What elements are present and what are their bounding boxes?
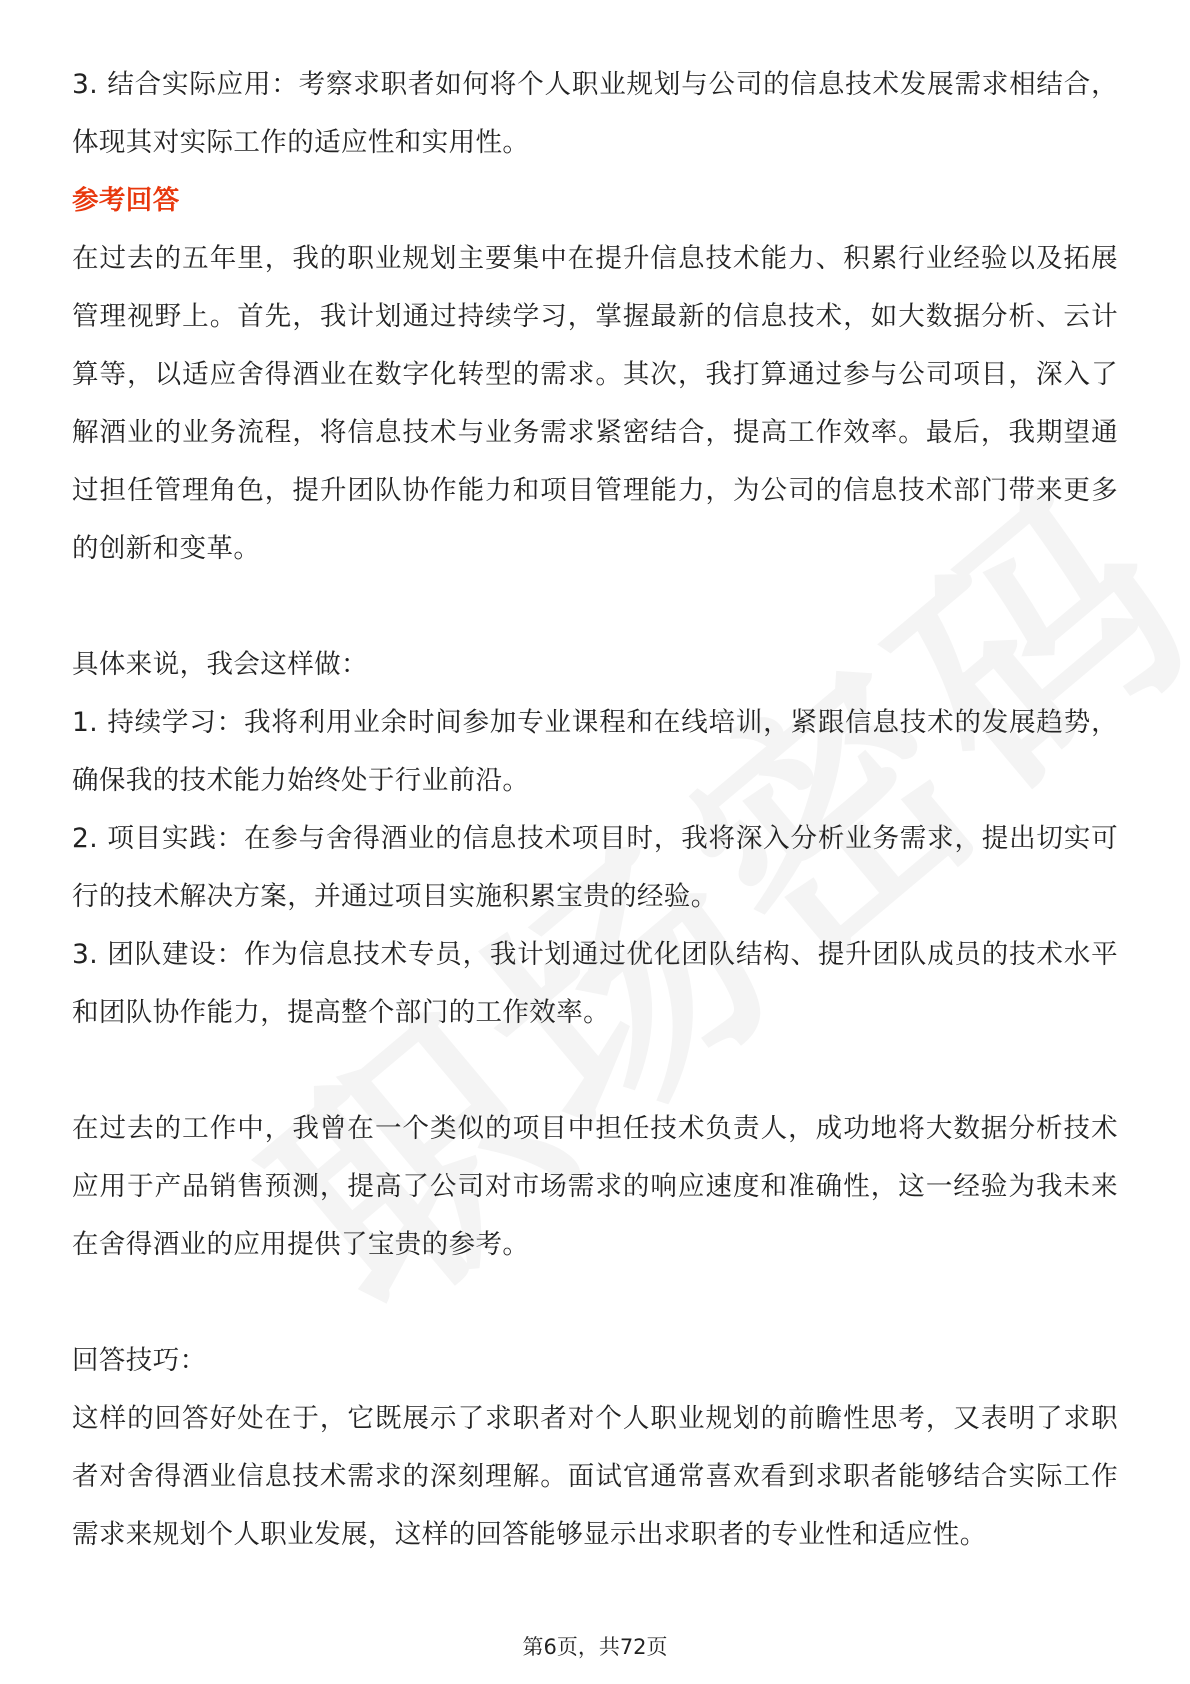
list-item: 1. 持续学习：我将利用业余时间参加专业课程和在线培训，紧跟信息技术的发展趋势，确保我的技术能力始终处于行业前沿。 <box>72 707 1118 796</box>
tips-paragraph: 这样的回答好处在于，它既展示了求职者对个人职业规划的前瞻性思考，又表明了求职者对舍得酒业信息技术需求的深刻理解。面试官通常喜欢看到求职者能够结合实际工作需求来规划个人职业发展，这样的回答能够显示出求职者的专业性和适应性。 <box>72 1403 1118 1550</box>
reference-answer-heading: 参考回答 <box>72 185 180 216</box>
list-item: 3. 团队建设：作为信息技术专员，我计划通过优化团队结构、提升团队成员的技术水平和团队协作能力，提高整个部门的工作效率。 <box>72 939 1118 1028</box>
list-item: 2. 项目实践：在参与舍得酒业的信息技术项目时，我将深入分析业务需求，提出切实可行的技术解决方案，并通过项目实施积累宝贵的经验。 <box>72 823 1118 912</box>
experience-paragraph: 在过去的工作中，我曾在一个类似的项目中担任技术负责人，成功地将大数据分析技术应用于产品销售预测，提高了公司对市场需求的响应速度和准确性，这一经验为我未来在舍得酒业的应用提供了宝贵的参考。 <box>72 1113 1118 1260</box>
reference-paragraph: 在过去的五年里，我的职业规划主要集中在提升信息技术能力、积累行业经验以及拓展管理视野上。首先，我计划通过持续学习，掌握最新的信息技术，如大数据分析、云计算等，以适应舍得酒业在数字化转型的需求。其次，我打算通过参与公司项目，深入了解酒业的业务流程，将信息技术与业务需求紧密结合，提高工作效率。最后，我期望通过担任管理角色，提升团队协作能力和项目管理能力，为公司的信息技术部门带来更多的创新和变革。 <box>72 243 1118 564</box>
spacer <box>72 1042 1118 1100</box>
spacer <box>72 1274 1118 1332</box>
tips-heading: 回答技巧： <box>72 1345 207 1376</box>
page-content <box>72 56 1118 1564</box>
specifics-intro: 具体来说，我会这样做： <box>72 649 368 680</box>
page-number: 第6页，共72页 <box>522 1635 668 1659</box>
criteria-point-3: 3. 结合实际应用：考察求职者如何将个人职业规划与公司的信息技术发展需求相结合，体现其对实际工作的适应性和实用性。 <box>72 69 1118 158</box>
spacer <box>72 578 1118 636</box>
